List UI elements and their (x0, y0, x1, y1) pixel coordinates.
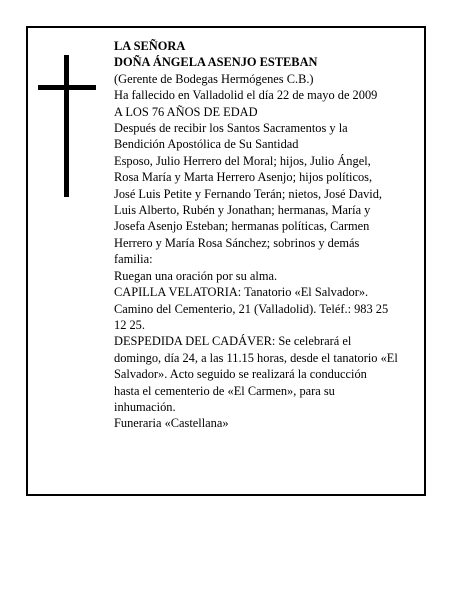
chapel-line: Camino del Cementerio, 21 (Valladolid). Teléf.: 983 25 (114, 301, 389, 316)
sacraments-line: Después de recibir los Santos Sacramentos y la (114, 121, 348, 136)
funeral-home: Funeraria «Castellana» (114, 416, 229, 431)
chapel-line: CAPILLA VELATORIA: Tanatorio «El Salvador». (114, 285, 369, 300)
family-line: familia: (114, 252, 153, 267)
farewell-line: DESPEDIDA DEL CADÁVER: Se celebrará el (114, 334, 352, 349)
obituary-text (114, 38, 420, 432)
family-line: Esposo, Julio Herrero del Moral; hijos, Julio Ángel, (114, 153, 371, 168)
family-line: Rosa María y Marta Herrero Asenjo; hijos políticos, (114, 170, 373, 185)
age-line: A LOS 76 AÑOS DE EDAD (114, 104, 258, 119)
family-line: José Luis Petite y Fernando Terán; nietos, José David, (114, 186, 383, 201)
notice-heading: LA SEÑORA (114, 39, 186, 53)
farewell-line: hasta el cementerio de «El Carmen», para su (114, 383, 335, 398)
prayer-line: Ruegan una oración por su alma. (114, 268, 278, 283)
sacraments-line: Bendición Apostólica de Su Santidad (114, 137, 299, 152)
family-line: Herrero y María Rosa Sánchez; sobrinos y demás (114, 235, 360, 250)
deceased-title: (Gerente de Bodegas Hermógenes C.B.) (114, 71, 314, 86)
family-line: Josefa Asenjo Esteban; hermanas políticas, Carmen (114, 219, 370, 234)
death-line: Ha fallecido en Valladolid el día 22 de mayo de 2009 (114, 88, 378, 103)
farewell-line: Salvador». Acto seguido se realizará la conducción (114, 367, 367, 382)
cross-icon (38, 55, 96, 197)
family-line: Luis Alberto, Rubén y Jonathan; hermanas, María y (114, 203, 371, 218)
chapel-line: 12 25. (114, 317, 145, 332)
farewell-line: domingo, día 24, a las 11.15 horas, desde el tanatorio «El (114, 350, 398, 365)
farewell-line: inhumación. (114, 399, 176, 414)
deceased-name: DOÑA ÁNGELA ASENJO ESTEBAN (114, 55, 318, 70)
